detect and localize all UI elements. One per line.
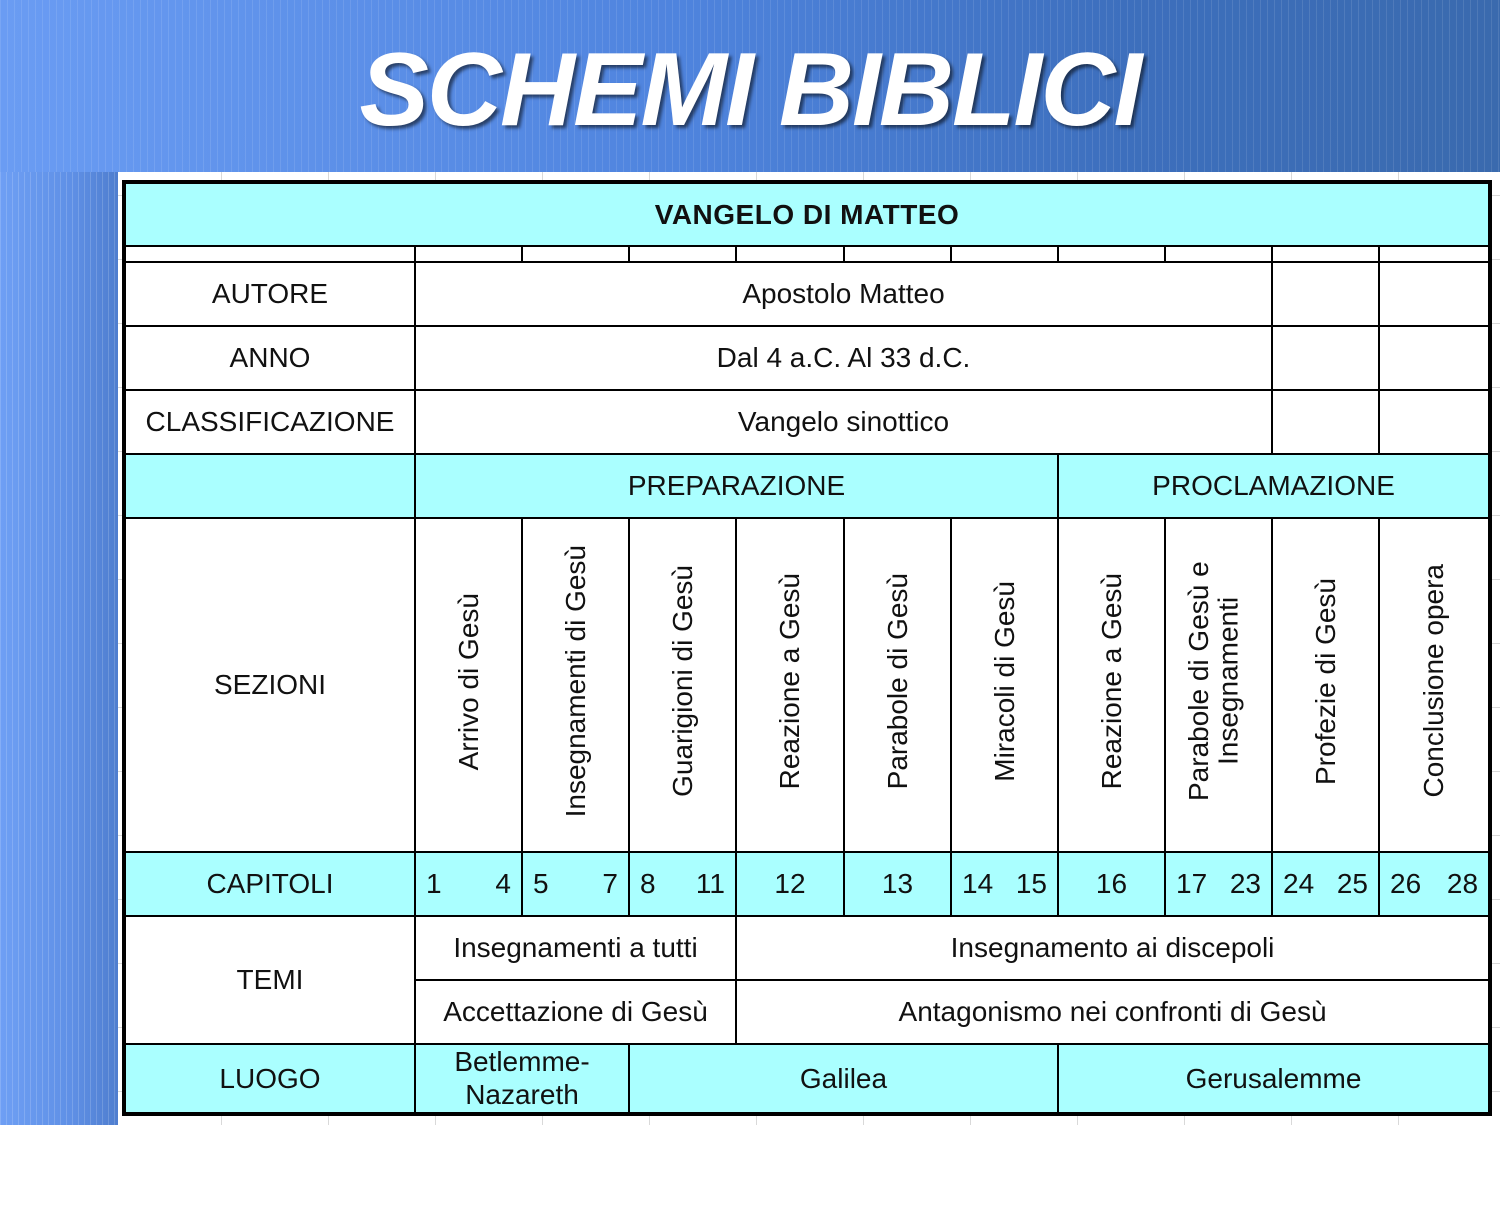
- row-anno: [124, 326, 1490, 390]
- capitolo-end: 7: [602, 868, 618, 900]
- empty-cell: [1272, 326, 1379, 390]
- spacer-cell: [629, 246, 736, 262]
- spacer-row: [124, 246, 1490, 262]
- tema-discepoli: Insegnamento ai discepoli: [736, 916, 1490, 980]
- empty-cell: [1379, 262, 1490, 326]
- capitolo-start: 8: [640, 868, 656, 900]
- capitolo-end: 28: [1446, 868, 1479, 900]
- tema-accettazione: Accettazione di Gesù: [415, 980, 736, 1044]
- capitoli-label: CAPITOLI: [124, 852, 415, 916]
- sezione-text: Parabole di Gesù e Insegnamenti: [1182, 561, 1243, 802]
- capitoli-cell: [522, 852, 629, 916]
- title-banner: [0, 0, 1500, 172]
- row-luogo: [124, 1044, 1490, 1114]
- spacer-cell: [1379, 246, 1490, 262]
- sezione-text: Reazione a Gesù: [774, 573, 806, 790]
- capitoli-cell: [1165, 852, 1272, 916]
- sezione-cell: [844, 518, 951, 852]
- sezione-cell: [951, 518, 1058, 852]
- anno-label: ANNO: [124, 326, 415, 390]
- side-decoration: [0, 172, 118, 1125]
- temi-label: TEMI: [124, 916, 415, 1044]
- sezione-text: Insegnamenti di Gesù: [559, 545, 591, 818]
- sezione-cell: [415, 518, 522, 852]
- capitoli-cell: [951, 852, 1058, 916]
- luogo-betlemme-text: Betlemme-Nazareth: [454, 1046, 590, 1110]
- capitolo-start: 17: [1176, 868, 1208, 900]
- sezione-cell: [1165, 518, 1272, 852]
- sezione-cell: [1272, 518, 1379, 852]
- capitolo-start: 1: [426, 868, 442, 900]
- spacer-cell: [415, 246, 522, 262]
- gospel-schema-table: [122, 180, 1492, 1116]
- row-autore: [124, 262, 1490, 326]
- row-temi-1: [124, 916, 1490, 980]
- capitoli-cell: [736, 852, 844, 916]
- capitolo-start: 24: [1283, 868, 1315, 900]
- luogo-galilea: Galilea: [629, 1044, 1058, 1114]
- capitolo-end: 25: [1336, 868, 1368, 900]
- capitolo-single: 16: [1095, 868, 1128, 900]
- sezione-cell: [522, 518, 629, 852]
- spacer-cell: [1165, 246, 1272, 262]
- tema-antagonismo: Antagonismo nei confronti di Gesù: [736, 980, 1490, 1044]
- capitolo-single: 12: [774, 868, 806, 900]
- sezione-cell: [1058, 518, 1165, 852]
- title-row: [124, 182, 1490, 246]
- capitoli-cell: [1272, 852, 1379, 916]
- capitolo-end: 15: [1015, 868, 1047, 900]
- sezione-cell: [1379, 518, 1490, 852]
- sezione-text: Arrivo di Gesù: [452, 592, 484, 770]
- sezione-text: Profezie di Gesù: [1309, 577, 1341, 785]
- sezione-cell: [736, 518, 844, 852]
- capitolo-end: 23: [1229, 868, 1261, 900]
- capitolo-end: 4: [495, 868, 511, 900]
- luogo-gerusalemme: Gerusalemme: [1058, 1044, 1490, 1114]
- capitolo-start: 26: [1390, 868, 1422, 900]
- empty-cell: [1379, 326, 1490, 390]
- spacer-cell: [736, 246, 844, 262]
- spacer-cell: [844, 246, 951, 262]
- empty-cell: [1379, 390, 1490, 454]
- spacer-cell: [1058, 246, 1165, 262]
- row-sezioni: [124, 518, 1490, 852]
- capitoli-cell: [1058, 852, 1165, 916]
- capitolo-end: 11: [695, 868, 725, 900]
- part-proclamazione: PROCLAMAZIONE: [1058, 454, 1490, 518]
- spacer-cell: [951, 246, 1058, 262]
- autore-value: Apostolo Matteo: [415, 262, 1272, 326]
- luogo-betlemme: [415, 1044, 629, 1114]
- capitoli-cell: [629, 852, 736, 916]
- sezioni-label: SEZIONI: [124, 518, 415, 852]
- row-capitoli: [124, 852, 1490, 916]
- row-parts: [124, 454, 1490, 518]
- capitolo-start: 5: [533, 868, 549, 900]
- capitoli-cell: [844, 852, 951, 916]
- spacer-cell: [522, 246, 629, 262]
- sezione-text: Miracoli di Gesù: [988, 580, 1020, 782]
- empty-cell: [1272, 262, 1379, 326]
- autore-label: AUTORE: [124, 262, 415, 326]
- anno-value: Dal 4 a.C. Al 33 d.C.: [415, 326, 1272, 390]
- classificazione-label: CLASSIFICAZIONE: [124, 390, 415, 454]
- capitoli-cell: [415, 852, 522, 916]
- part-preparazione: PREPARAZIONE: [415, 454, 1058, 518]
- sezione-cell: [629, 518, 736, 852]
- parts-label-empty: [124, 454, 415, 518]
- sezione-text: Guarigioni di Gesù: [666, 565, 698, 798]
- slide-title: SCHEMI BIBLICI: [359, 32, 1141, 148]
- capitolo-single: 13: [881, 868, 914, 900]
- table-title: VANGELO DI MATTEO: [124, 182, 1490, 246]
- sezione-text: Parabole di Gesù: [881, 573, 913, 790]
- row-classificazione: [124, 390, 1490, 454]
- sezione-text: Conclusione opera: [1418, 564, 1450, 798]
- sezione-text: Reazione a Gesù: [1095, 573, 1127, 790]
- empty-cell: [1272, 390, 1379, 454]
- luogo-label: LUOGO: [124, 1044, 415, 1114]
- tema-insegnamenti: Insegnamenti a tutti: [415, 916, 736, 980]
- spacer-cell: [124, 246, 415, 262]
- capitolo-start: 14: [962, 868, 994, 900]
- spacer-cell: [1272, 246, 1379, 262]
- capitoli-cell: [1379, 852, 1490, 916]
- classificazione-value: Vangelo sinottico: [415, 390, 1272, 454]
